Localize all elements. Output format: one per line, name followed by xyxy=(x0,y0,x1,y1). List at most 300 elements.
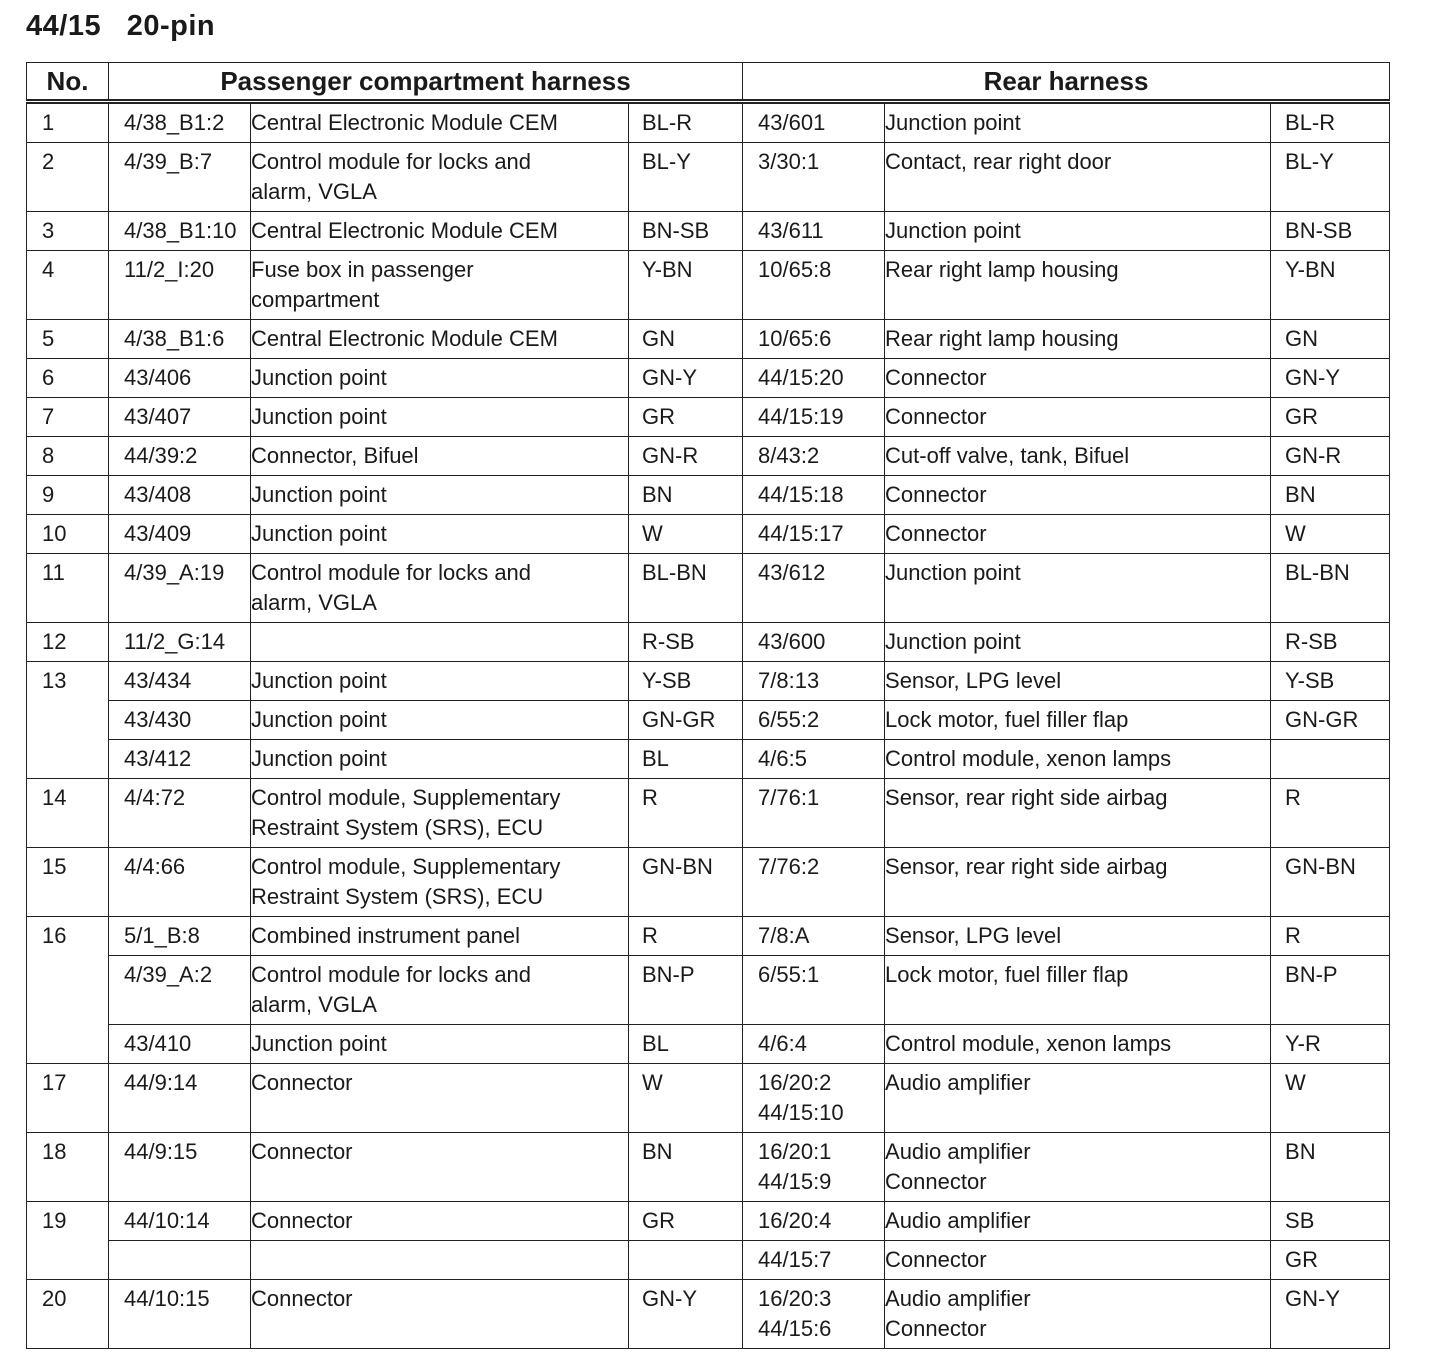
passenger-code-cell xyxy=(109,848,251,917)
rear-description-cell xyxy=(885,623,1271,662)
passenger-description: Junction point xyxy=(251,1031,387,1056)
rear-wire-color-cell xyxy=(1271,359,1390,398)
rear-wire-color: GN xyxy=(1285,326,1319,351)
passenger-description-cell xyxy=(251,848,629,917)
rear-wire-color-cell xyxy=(1271,623,1390,662)
passenger-description: alarm, VGLA xyxy=(251,179,377,204)
passenger-code: 4/39_A:19 xyxy=(124,560,225,585)
table-row xyxy=(27,476,1390,515)
passenger-code-cell xyxy=(109,701,251,740)
passenger-description: Junction point xyxy=(251,746,387,771)
pin-table-body xyxy=(27,102,1390,1349)
pin-number: 3 xyxy=(27,212,109,251)
rear-code-cell xyxy=(743,956,885,1025)
table-row xyxy=(27,740,1390,779)
passenger-description-cell xyxy=(251,701,629,740)
passenger-wire-color-cell xyxy=(629,1202,743,1241)
rear-wire-color: GR xyxy=(1285,404,1319,429)
rear-description: Control module, xenon lamps xyxy=(885,746,1172,771)
table-row xyxy=(27,848,1390,917)
passenger-description: Control module for locks and xyxy=(251,560,532,585)
pin-number: 7 xyxy=(27,398,109,437)
rear-code: 43/600 xyxy=(758,629,826,654)
passenger-description-cell xyxy=(251,1241,629,1280)
passenger-description: Central Electronic Module CEM xyxy=(251,110,558,135)
rear-description: Audio amplifier xyxy=(885,1070,1031,1095)
passenger-wire-color: GR xyxy=(642,1208,675,1233)
rear-wire-color: BL-Y xyxy=(1285,149,1334,174)
rear-wire-color-cell xyxy=(1271,1064,1390,1133)
rear-code: 44/15:17 xyxy=(758,521,844,546)
rear-description-cell xyxy=(885,143,1271,212)
pin-number: 19 xyxy=(27,1202,109,1280)
passenger-code: 4/38_B1:6 xyxy=(124,326,225,351)
passenger-description: Connector xyxy=(251,1139,353,1164)
rear-code: 44/15:19 xyxy=(758,404,844,429)
table-row xyxy=(27,554,1390,623)
passenger-wire-color: W xyxy=(642,1070,663,1095)
rear-wire-color: GN-Y xyxy=(1285,1286,1341,1311)
rear-description-cell xyxy=(885,398,1271,437)
passenger-wire-color-cell xyxy=(629,437,743,476)
pin-number: 12 xyxy=(27,623,109,662)
rear-description-cell xyxy=(885,662,1271,701)
passenger-code: 44/9:14 xyxy=(124,1070,198,1095)
passenger-wire-color-cell xyxy=(629,917,743,956)
passenger-description-cell xyxy=(251,740,629,779)
pin-number: 13 xyxy=(27,662,109,779)
passenger-description: alarm, VGLA xyxy=(251,590,377,615)
passenger-wire-color-cell xyxy=(629,662,743,701)
passenger-code-cell xyxy=(109,515,251,554)
rear-wire-color: R xyxy=(1285,785,1301,810)
rear-code: 7/8:13 xyxy=(758,668,820,693)
rear-wire-color-cell xyxy=(1271,1133,1390,1202)
rear-wire-color-cell xyxy=(1271,917,1390,956)
passenger-code: 44/39:2 xyxy=(124,443,198,468)
passenger-code: 4/4:72 xyxy=(124,785,186,810)
passenger-wire-color-cell xyxy=(629,1280,743,1349)
rear-wire-color-cell xyxy=(1271,662,1390,701)
rear-description: Control module, xenon lamps xyxy=(885,1031,1172,1056)
rear-wire-color-cell xyxy=(1271,779,1390,848)
rear-code-cell xyxy=(743,1280,885,1349)
passenger-description: Junction point xyxy=(251,521,387,546)
passenger-description-cell xyxy=(251,1025,629,1064)
rear-description: Audio amplifier xyxy=(885,1208,1031,1233)
rear-code: 44/15:6 xyxy=(758,1316,832,1341)
rear-description: Connector xyxy=(885,404,987,429)
passenger-code-cell xyxy=(109,1280,251,1349)
passenger-description-cell xyxy=(251,1280,629,1349)
passenger-code-cell xyxy=(109,917,251,956)
rear-wire-color-cell xyxy=(1271,476,1390,515)
rear-code-cell xyxy=(743,251,885,320)
rear-description: Sensor, LPG level xyxy=(885,923,1062,948)
rear-description: Junction point xyxy=(885,560,1021,585)
passenger-wire-color-cell xyxy=(629,102,743,143)
table-row xyxy=(27,956,1390,1025)
rear-wire-color-cell xyxy=(1271,437,1390,476)
rear-code: 44/15:9 xyxy=(758,1169,832,1194)
rear-code-cell xyxy=(743,779,885,848)
rear-wire-color: Y-SB xyxy=(1285,668,1335,693)
table-row xyxy=(27,102,1390,143)
passenger-wire-color-cell xyxy=(629,212,743,251)
passenger-wire-color: GN xyxy=(642,326,675,351)
pin-number: 18 xyxy=(27,1133,109,1202)
rear-wire-color: Y-BN xyxy=(1285,257,1336,282)
passenger-wire-color-cell xyxy=(629,779,743,848)
passenger-description: Control module, Supplementary xyxy=(251,785,561,810)
rear-wire-color: BN-P xyxy=(1285,962,1338,987)
pin-number: 11 xyxy=(27,554,109,623)
rear-code: 7/76:1 xyxy=(758,785,820,810)
passenger-code-cell xyxy=(109,320,251,359)
rear-code: 44/15:20 xyxy=(758,365,844,390)
passenger-wire-color-cell xyxy=(629,701,743,740)
rear-code: 16/20:2 xyxy=(758,1070,832,1095)
rear-code: 10/65:8 xyxy=(758,257,832,282)
rear-wire-color-cell xyxy=(1271,1025,1390,1064)
passenger-description: Junction point xyxy=(251,482,387,507)
rear-code-cell xyxy=(743,359,885,398)
passenger-wire-color-cell xyxy=(629,476,743,515)
rear-code-cell xyxy=(743,917,885,956)
rear-wire-color-cell xyxy=(1271,1241,1390,1280)
rear-description: Connector xyxy=(885,482,987,507)
rear-wire-color: GN-GR xyxy=(1285,707,1359,732)
passenger-wire-color: GN-R xyxy=(642,443,699,468)
rear-wire-color-cell xyxy=(1271,848,1390,917)
rear-wire-color: W xyxy=(1285,521,1306,546)
rear-code: 43/612 xyxy=(758,560,826,585)
passenger-description-cell xyxy=(251,212,629,251)
table-row xyxy=(27,1025,1390,1064)
rear-description: Junction point xyxy=(885,629,1021,654)
rear-wire-color: BN xyxy=(1285,482,1316,507)
passenger-wire-color-cell xyxy=(629,1133,743,1202)
rear-code: 4/6:4 xyxy=(758,1031,807,1056)
rear-description: Sensor, rear right side airbag xyxy=(885,785,1168,810)
rear-code-cell xyxy=(743,1133,885,1202)
passenger-wire-color: Y-SB xyxy=(642,668,692,693)
rear-description-cell xyxy=(885,956,1271,1025)
passenger-description: Connector xyxy=(251,1286,353,1311)
rear-code-cell xyxy=(743,740,885,779)
rear-code: 10/65:6 xyxy=(758,326,832,351)
rear-description-cell xyxy=(885,1133,1271,1202)
rear-description: Lock motor, fuel filler flap xyxy=(885,707,1129,732)
table-row xyxy=(27,701,1390,740)
passenger-code: 43/434 xyxy=(124,668,192,693)
passenger-description-cell xyxy=(251,917,629,956)
pin-number: 17 xyxy=(27,1064,109,1133)
rear-code-cell xyxy=(743,848,885,917)
passenger-code: 43/407 xyxy=(124,404,192,429)
pin-number: 9 xyxy=(27,476,109,515)
rear-code-cell xyxy=(743,398,885,437)
rear-wire-color-cell xyxy=(1271,740,1390,779)
passenger-code-cell xyxy=(109,1241,251,1280)
rear-code: 44/15:18 xyxy=(758,482,844,507)
passenger-code: 43/406 xyxy=(124,365,192,390)
passenger-description-cell xyxy=(251,623,629,662)
rear-description-cell xyxy=(885,359,1271,398)
passenger-wire-color-cell xyxy=(629,359,743,398)
rear-code-cell xyxy=(743,143,885,212)
passenger-description: Junction point xyxy=(251,707,387,732)
rear-description: Rear right lamp housing xyxy=(885,326,1119,351)
rear-description-cell xyxy=(885,102,1271,143)
passenger-wire-color-cell xyxy=(629,1025,743,1064)
rear-wire-color: BL-R xyxy=(1285,110,1336,135)
passenger-code: 4/38_B1:10 xyxy=(124,218,237,243)
rear-code-cell xyxy=(743,320,885,359)
rear-code-cell xyxy=(743,1241,885,1280)
pin-number: 8 xyxy=(27,437,109,476)
passenger-description-cell xyxy=(251,437,629,476)
rear-description-cell xyxy=(885,1202,1271,1241)
rear-wire-color: GN-Y xyxy=(1285,365,1341,390)
passenger-code-cell xyxy=(109,956,251,1025)
pin-number: 5 xyxy=(27,320,109,359)
passenger-wire-color: GR xyxy=(642,404,675,429)
rear-code: 44/15:10 xyxy=(758,1100,844,1125)
passenger-wire-color-cell xyxy=(629,623,743,662)
passenger-description: Junction point xyxy=(251,404,387,429)
passenger-description-cell xyxy=(251,1064,629,1133)
passenger-wire-color-cell xyxy=(629,740,743,779)
passenger-description-cell xyxy=(251,779,629,848)
passenger-wire-color: R xyxy=(642,785,658,810)
passenger-description-cell xyxy=(251,476,629,515)
passenger-wire-color-cell xyxy=(629,251,743,320)
passenger-wire-color: BN-SB xyxy=(642,218,710,243)
rear-description: Connector xyxy=(885,365,987,390)
passenger-description: Connector, Bifuel xyxy=(251,443,419,468)
passenger-wire-color-cell xyxy=(629,1241,743,1280)
rear-wire-color: BN xyxy=(1285,1139,1316,1164)
rear-description: Audio amplifier xyxy=(885,1139,1031,1164)
passenger-wire-color: BL-BN xyxy=(642,560,707,585)
passenger-wire-color: BN-P xyxy=(642,962,695,987)
rear-code-cell xyxy=(743,1064,885,1133)
rear-code-cell xyxy=(743,476,885,515)
table-row xyxy=(27,662,1390,701)
passenger-code: 43/412 xyxy=(124,746,192,771)
rear-code: 16/20:4 xyxy=(758,1208,832,1233)
rear-wire-color-cell xyxy=(1271,320,1390,359)
passenger-description: Combined instrument panel xyxy=(251,923,521,948)
passenger-code-cell xyxy=(109,143,251,212)
passenger-description-cell xyxy=(251,143,629,212)
pin-number: 4 xyxy=(27,251,109,320)
rear-description: Lock motor, fuel filler flap xyxy=(885,962,1129,987)
passenger-code-cell xyxy=(109,398,251,437)
header-no: No. xyxy=(27,63,109,102)
table-row xyxy=(27,251,1390,320)
passenger-wire-color-cell xyxy=(629,956,743,1025)
table-row xyxy=(27,212,1390,251)
rear-wire-color-cell xyxy=(1271,956,1390,1025)
rear-code: 6/55:1 xyxy=(758,962,820,987)
passenger-description: Central Electronic Module CEM xyxy=(251,326,558,351)
rear-wire-color-cell xyxy=(1271,102,1390,143)
passenger-description-cell xyxy=(251,1133,629,1202)
passenger-code: 43/430 xyxy=(124,707,192,732)
passenger-code-cell xyxy=(109,1064,251,1133)
passenger-description: Central Electronic Module CEM xyxy=(251,218,558,243)
rear-description: Sensor, LPG level xyxy=(885,668,1062,693)
rear-code-cell xyxy=(743,212,885,251)
rear-wire-color: Y-R xyxy=(1285,1031,1321,1056)
passenger-wire-color: GN-GR xyxy=(642,707,716,732)
rear-description-cell xyxy=(885,1025,1271,1064)
passenger-code: 43/409 xyxy=(124,521,192,546)
rear-code: 16/20:1 xyxy=(758,1139,832,1164)
passenger-code: 43/408 xyxy=(124,482,192,507)
passenger-code-cell xyxy=(109,1202,251,1241)
passenger-wire-color: Y-BN xyxy=(642,257,693,282)
rear-code-cell xyxy=(743,554,885,623)
rear-description: Audio amplifier xyxy=(885,1286,1031,1311)
passenger-wire-color-cell xyxy=(629,1064,743,1133)
table-row xyxy=(27,779,1390,848)
pin-number: 10 xyxy=(27,515,109,554)
pin-number: 14 xyxy=(27,779,109,848)
passenger-wire-color: GN-Y xyxy=(642,365,697,390)
rear-code-cell xyxy=(743,1025,885,1064)
rear-wire-color: SB xyxy=(1285,1208,1315,1233)
table-row xyxy=(27,359,1390,398)
rear-wire-color: GN-BN xyxy=(1285,854,1356,879)
table-row xyxy=(27,917,1390,956)
rear-wire-color-cell xyxy=(1271,251,1390,320)
rear-code-cell xyxy=(743,701,885,740)
rear-wire-color: GN-R xyxy=(1285,443,1342,468)
passenger-code: 4/39_A:2 xyxy=(124,962,213,987)
passenger-wire-color: BL-Y xyxy=(642,149,691,174)
passenger-code: 4/39_B:7 xyxy=(124,149,213,174)
passenger-description: Fuse box in passenger xyxy=(251,257,474,282)
passenger-code-cell xyxy=(109,251,251,320)
rear-description: Connector xyxy=(885,1316,987,1341)
passenger-code-cell xyxy=(109,1025,251,1064)
rear-description-cell xyxy=(885,848,1271,917)
rear-description: Junction point xyxy=(885,110,1021,135)
rear-description-cell xyxy=(885,437,1271,476)
passenger-code: 4/38_B1:2 xyxy=(124,110,225,135)
passenger-code: 44/10:15 xyxy=(124,1286,210,1311)
pin-number: 15 xyxy=(27,848,109,917)
passenger-wire-color-cell xyxy=(629,143,743,212)
rear-description: Contact, rear right door xyxy=(885,149,1112,174)
passenger-description-cell xyxy=(251,320,629,359)
table-row xyxy=(27,515,1390,554)
passenger-wire-color-cell xyxy=(629,515,743,554)
rear-description-cell xyxy=(885,779,1271,848)
rear-code: 4/6:5 xyxy=(758,746,807,771)
passenger-wire-color-cell xyxy=(629,398,743,437)
passenger-description: compartment xyxy=(251,287,380,312)
passenger-code-cell xyxy=(109,623,251,662)
passenger-wire-color: GN-BN xyxy=(642,854,713,879)
rear-description-cell xyxy=(885,320,1271,359)
passenger-description-cell xyxy=(251,662,629,701)
rear-description-cell xyxy=(885,476,1271,515)
rear-wire-color-cell xyxy=(1271,515,1390,554)
passenger-code: 43/410 xyxy=(124,1031,192,1056)
rear-code: 8/43:2 xyxy=(758,443,820,468)
rear-wire-color: BL-BN xyxy=(1285,560,1350,585)
passenger-code-cell xyxy=(109,102,251,143)
table-header-row xyxy=(27,63,1390,102)
rear-code-cell xyxy=(743,1202,885,1241)
passenger-wire-color: BN xyxy=(642,1139,673,1164)
passenger-description-cell xyxy=(251,398,629,437)
header-passenger-harness: Passenger compartment harness xyxy=(109,63,743,102)
passenger-code-cell xyxy=(109,662,251,701)
rear-code: 43/601 xyxy=(758,110,826,135)
passenger-description-cell xyxy=(251,956,629,1025)
rear-description: Rear right lamp housing xyxy=(885,257,1119,282)
rear-description-cell xyxy=(885,701,1271,740)
passenger-wire-color: BN xyxy=(642,482,673,507)
passenger-wire-color-cell xyxy=(629,554,743,623)
passenger-code-cell xyxy=(109,740,251,779)
passenger-code: 4/4:66 xyxy=(124,854,186,879)
rear-code: 43/611 xyxy=(758,218,824,243)
passenger-wire-color: BL xyxy=(642,1031,669,1056)
pin-number: 16 xyxy=(27,917,109,1064)
passenger-wire-color: GN-Y xyxy=(642,1286,697,1311)
passenger-description-cell xyxy=(251,359,629,398)
passenger-description: alarm, VGLA xyxy=(251,992,377,1017)
rear-wire-color-cell xyxy=(1271,1280,1390,1349)
passenger-wire-color: BL xyxy=(642,746,669,771)
rear-description: Sensor, rear right side airbag xyxy=(885,854,1168,879)
rear-description: Connector xyxy=(885,1169,987,1194)
rear-wire-color: W xyxy=(1285,1070,1306,1095)
passenger-description: Control module, Supplementary xyxy=(251,854,561,879)
passenger-code: 11/2_I:20 xyxy=(124,257,215,282)
passenger-wire-color: BL-R xyxy=(642,110,693,135)
header-rear-harness: Rear harness xyxy=(743,63,1390,102)
passenger-description-cell xyxy=(251,515,629,554)
passenger-description: Restraint System (SRS), ECU xyxy=(251,884,544,909)
table-row xyxy=(27,623,1390,662)
passenger-code-cell xyxy=(109,476,251,515)
rear-wire-color-cell xyxy=(1271,1202,1390,1241)
rear-description-cell xyxy=(885,554,1271,623)
rear-wire-color: BN-SB xyxy=(1285,218,1353,243)
rear-code-cell xyxy=(743,623,885,662)
passenger-code-cell xyxy=(109,1133,251,1202)
passenger-code: 5/1_B:8 xyxy=(124,923,200,948)
passenger-description: Connector xyxy=(251,1070,353,1095)
rear-wire-color: R-SB xyxy=(1285,629,1338,654)
passenger-code: 44/9:15 xyxy=(124,1139,198,1164)
table-row xyxy=(27,1202,1390,1241)
passenger-code: 44/10:14 xyxy=(124,1208,210,1233)
rear-wire-color: R xyxy=(1285,923,1301,948)
rear-code: 16/20:3 xyxy=(758,1286,832,1311)
passenger-description: Junction point xyxy=(251,668,387,693)
rear-code-cell xyxy=(743,515,885,554)
rear-wire-color-cell xyxy=(1271,554,1390,623)
table-row xyxy=(27,1064,1390,1133)
